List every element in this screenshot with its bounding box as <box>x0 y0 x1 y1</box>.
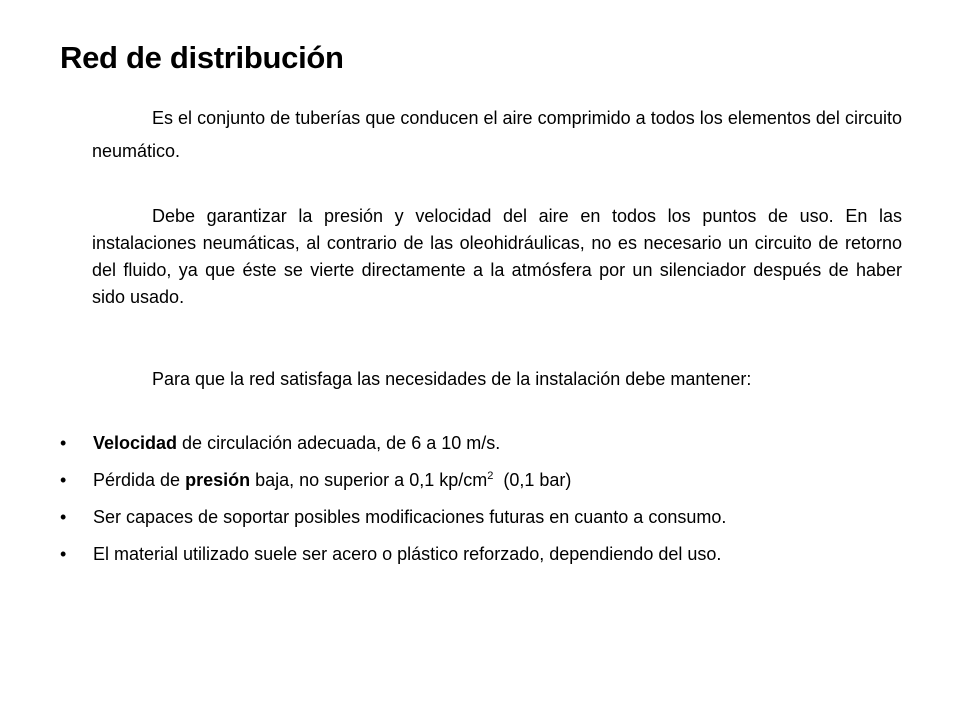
list-item <box>60 499 920 536</box>
list-item <box>60 425 920 462</box>
list-item-text: baja, no superior a 0,1 kp/cm <box>250 470 488 490</box>
list-item-text: (0,1 bar) <box>493 470 572 490</box>
requirements-list <box>60 425 920 573</box>
list-item-text: Ser capaces de soportar posibles modificaciones futuras en cuanto a consumo. <box>93 507 727 527</box>
list-item-text: de circulación adecuada, de 6 a 10 m/s. <box>177 433 501 453</box>
superscript: 2 <box>487 470 494 482</box>
slide-title: Red de distribución <box>60 40 344 75</box>
bold-term: presión <box>185 470 251 490</box>
bullet-icon: • <box>60 470 67 490</box>
list-item <box>60 536 920 573</box>
bullet-icon: • <box>60 544 67 564</box>
paragraph-intro-list: Para que la red satisfaga las necesidades de la instalación debe mantener: <box>152 369 752 389</box>
list-item-text: El material utilizado suele ser acero o plástico reforzado, dependiendo del uso. <box>93 544 722 564</box>
paragraph-definition: Es el conjunto de tuberías que conducen el aire comprimido a todos los elementos del circuito neumático. <box>92 108 902 161</box>
paragraph-requirements: Debe garantizar la presión y velocidad del aire en todos los puntos de uso. En las instalaciones neumáticas, al contrario de las oleohidráulicas, no es necesario un circuito de retorno del fluido, ya que éste se vierte directamente a la atmósfera por un silenciador después de haber sido usado. <box>92 206 902 307</box>
bullet-icon: • <box>60 507 67 527</box>
bold-term: Velocidad <box>93 433 178 453</box>
list-item-text: Pérdida de <box>93 470 186 490</box>
bullet-icon: • <box>60 433 67 453</box>
list-item <box>60 462 920 499</box>
